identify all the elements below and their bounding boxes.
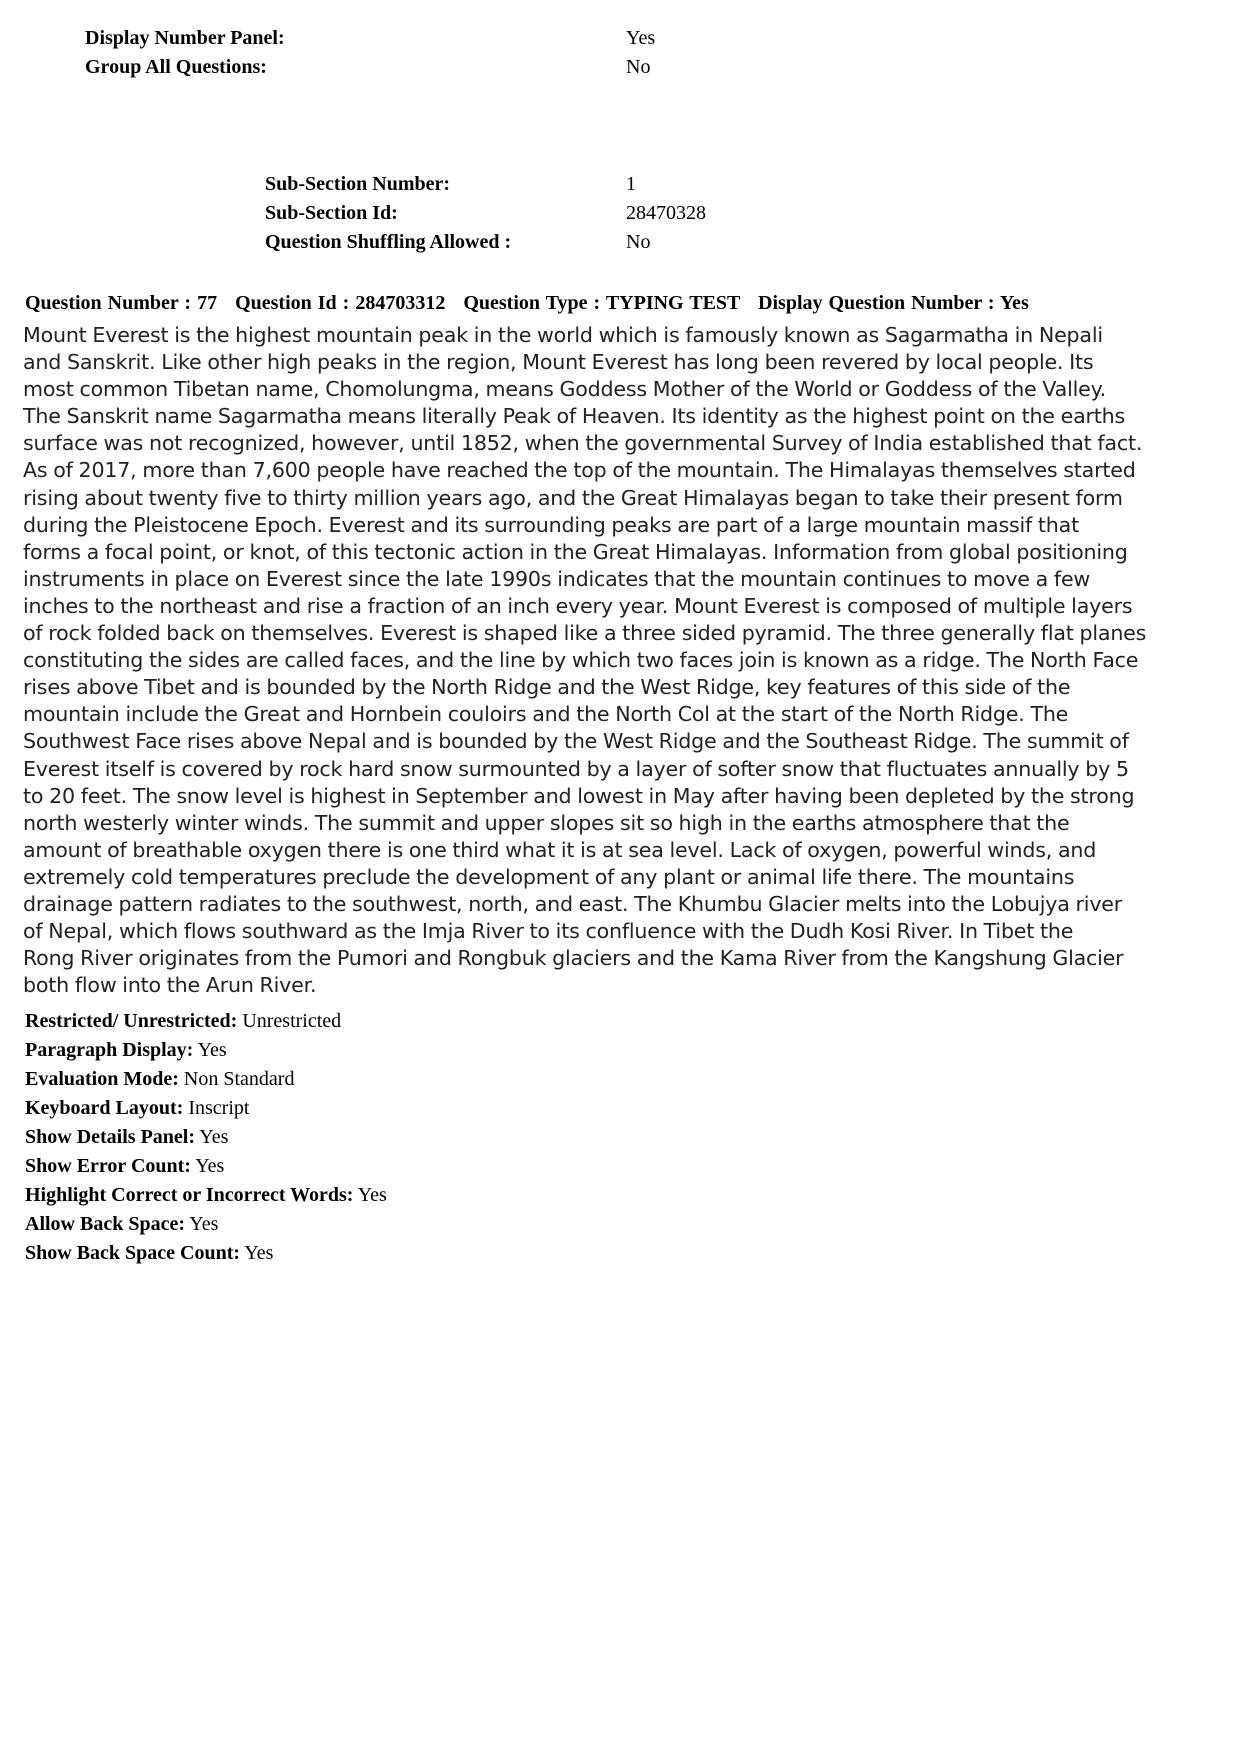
setting-value: Yes: [197, 1039, 227, 1061]
meta-value: No: [626, 56, 651, 78]
setting-row: [25, 1181, 387, 1210]
sub-section-table: [265, 170, 825, 257]
setting-value: Yes: [189, 1213, 219, 1235]
passage-line: Everest itself is covered by rock hard snow surmounted by a layer of softer snow that fluctuates annually by 5: [23, 756, 1129, 781]
passage-line: amount of breathable oxygen there is one third what it is at sea level. Lack of oxygen, powerful winds, and: [23, 837, 1097, 862]
meta-value: 28470328: [626, 202, 706, 224]
meta-value: Yes: [626, 27, 656, 49]
passage-line: constituting the sides are called faces, and the line by which two faces join is known as a ridge. The North Face: [23, 648, 1139, 673]
setting-row: [25, 1094, 387, 1123]
setting-label: Keyboard Layout:: [25, 1097, 184, 1119]
setting-label: Paragraph Display:: [25, 1039, 194, 1061]
passage-line: forms a focal point, or knot, of this tectonic action in the Great Himalayas. Information from global positioning: [23, 539, 1128, 564]
meta-label: Sub-Section Id:: [265, 202, 398, 224]
setting-row: [25, 1036, 387, 1065]
passage-line: surface was not recognized, however, until 1852, when the governmental Survey of India established that fact.: [23, 431, 1143, 456]
passage-line: The Sanskrit name Sagarmatha means literally Peak of Heaven. Its identity as the highest point on the earths: [23, 404, 1126, 429]
passage-line: both flow into the Arun River.: [23, 973, 317, 998]
question-header: [25, 292, 1029, 315]
meta-value: 1: [626, 173, 636, 195]
question-shuffling-row: [265, 228, 825, 257]
setting-value: Non Standard: [183, 1068, 295, 1090]
passage-line: rises above Tibet and is bounded by the North Ridge and the West Ridge, key features of this side of the: [23, 675, 1071, 700]
meta-label: Question Shuffling Allowed :: [265, 231, 512, 253]
setting-row: [25, 1152, 387, 1181]
typing-passage: [23, 322, 1233, 999]
question-settings: [25, 1007, 387, 1268]
setting-value: Yes: [357, 1184, 387, 1206]
setting-value: Yes: [199, 1126, 229, 1148]
meta-label: Group All Questions:: [85, 56, 267, 78]
passage-line: Mount Everest is the highest mountain peak in the world which is famously known as Sagarmatha in Nepali: [23, 323, 1103, 347]
sub-section-number-row: [265, 170, 825, 199]
passage-line: most common Tibetan name, Chomolungma, means Goddess Mother of the World or Goddess of the Valley.: [23, 377, 1106, 402]
passage-line: extremely cold temperatures preclude the development of any plant or animal life there. The mountains: [23, 864, 1075, 889]
setting-label: Evaluation Mode:: [25, 1068, 179, 1090]
passage-line: rising about twenty five to thirty million years ago, and the Great Himalayas began to take their present form: [23, 485, 1123, 510]
setting-label: Highlight Correct or Incorrect Words:: [25, 1184, 354, 1206]
meta-label: Display Number Panel:: [85, 27, 285, 49]
passage-line: Southwest Face rises above Nepal and is bounded by the West Ridge and the Southeast Ridge. The summit of: [23, 729, 1129, 754]
passage-line: of Nepal, which flows southward as the Imja River to its confluence with the Dudh Kosi River. In Tibet the: [23, 919, 1074, 944]
passage-line: of rock folded back on themselves. Everest is shaped like a three sided pyramid. The three generally flat planes: [23, 621, 1147, 646]
setting-label: Show Back Space Count:: [25, 1242, 241, 1264]
question-type: Question Type : TYPING TEST: [463, 292, 741, 314]
passage-line: north westerly winter winds. The summit and upper slopes sit so high in the earths atmosphere that the: [23, 810, 1070, 835]
passage-line: drainage pattern radiates to the southwest, north, and east. The Khumbu Glacier melts into the Lobujya river: [23, 891, 1123, 916]
setting-label: Show Error Count:: [25, 1155, 191, 1177]
top-meta-table: [85, 24, 785, 82]
display-number-panel-row: [85, 24, 785, 53]
passage-line: during the Pleistocene Epoch. Everest and its surrounding peaks are part of a large mountain massif that: [23, 512, 1079, 537]
setting-value: Unrestricted: [242, 1010, 342, 1032]
meta-label: Sub-Section Number:: [265, 173, 451, 195]
setting-row: [25, 1007, 387, 1036]
meta-value: No: [626, 231, 651, 253]
sub-section-id-row: [265, 199, 825, 228]
setting-row: [25, 1065, 387, 1094]
setting-label: Allow Back Space:: [25, 1213, 185, 1235]
display-question-number: Display Question Number : Yes: [758, 292, 1029, 314]
passage-line: inches to the northeast and rise a fraction of an inch every year. Mount Everest is composed of multiple layers: [23, 593, 1133, 618]
passage-line: Rong River originates from the Pumori and Rongbuk glaciers and the Kama River from the Kangshung Glacier: [23, 946, 1124, 971]
setting-label: Show Details Panel:: [25, 1126, 195, 1148]
setting-row: [25, 1210, 387, 1239]
setting-row: [25, 1239, 387, 1268]
passage-line: instruments in place on Everest since the late 1990s indicates that the mountain continues to move a few: [23, 566, 1091, 591]
question-number: Question Number : 77: [25, 292, 218, 314]
group-all-questions-row: [85, 53, 785, 82]
setting-value: Yes: [244, 1242, 274, 1264]
passage-line: to 20 feet. The snow level is highest in September and lowest in May after having been depleted by the strong: [23, 783, 1135, 808]
passage-line: As of 2017, more than 7,600 people have reached the top of the mountain. The Himalayas themselves started: [23, 458, 1136, 483]
setting-value: Inscript: [188, 1097, 250, 1119]
passage-line: mountain include the Great and Hornbein couloirs and the North Col at the start of the North Ridge. The: [23, 702, 1069, 727]
passage-line: and Sanskrit. Like other high peaks in the region, Mount Everest has long been revered by local people. Its: [23, 350, 1094, 375]
setting-value: Yes: [195, 1155, 225, 1177]
setting-row: [25, 1123, 387, 1152]
setting-label: Restricted/ Unrestricted:: [25, 1010, 238, 1032]
question-id: Question Id : 284703312: [235, 292, 446, 314]
